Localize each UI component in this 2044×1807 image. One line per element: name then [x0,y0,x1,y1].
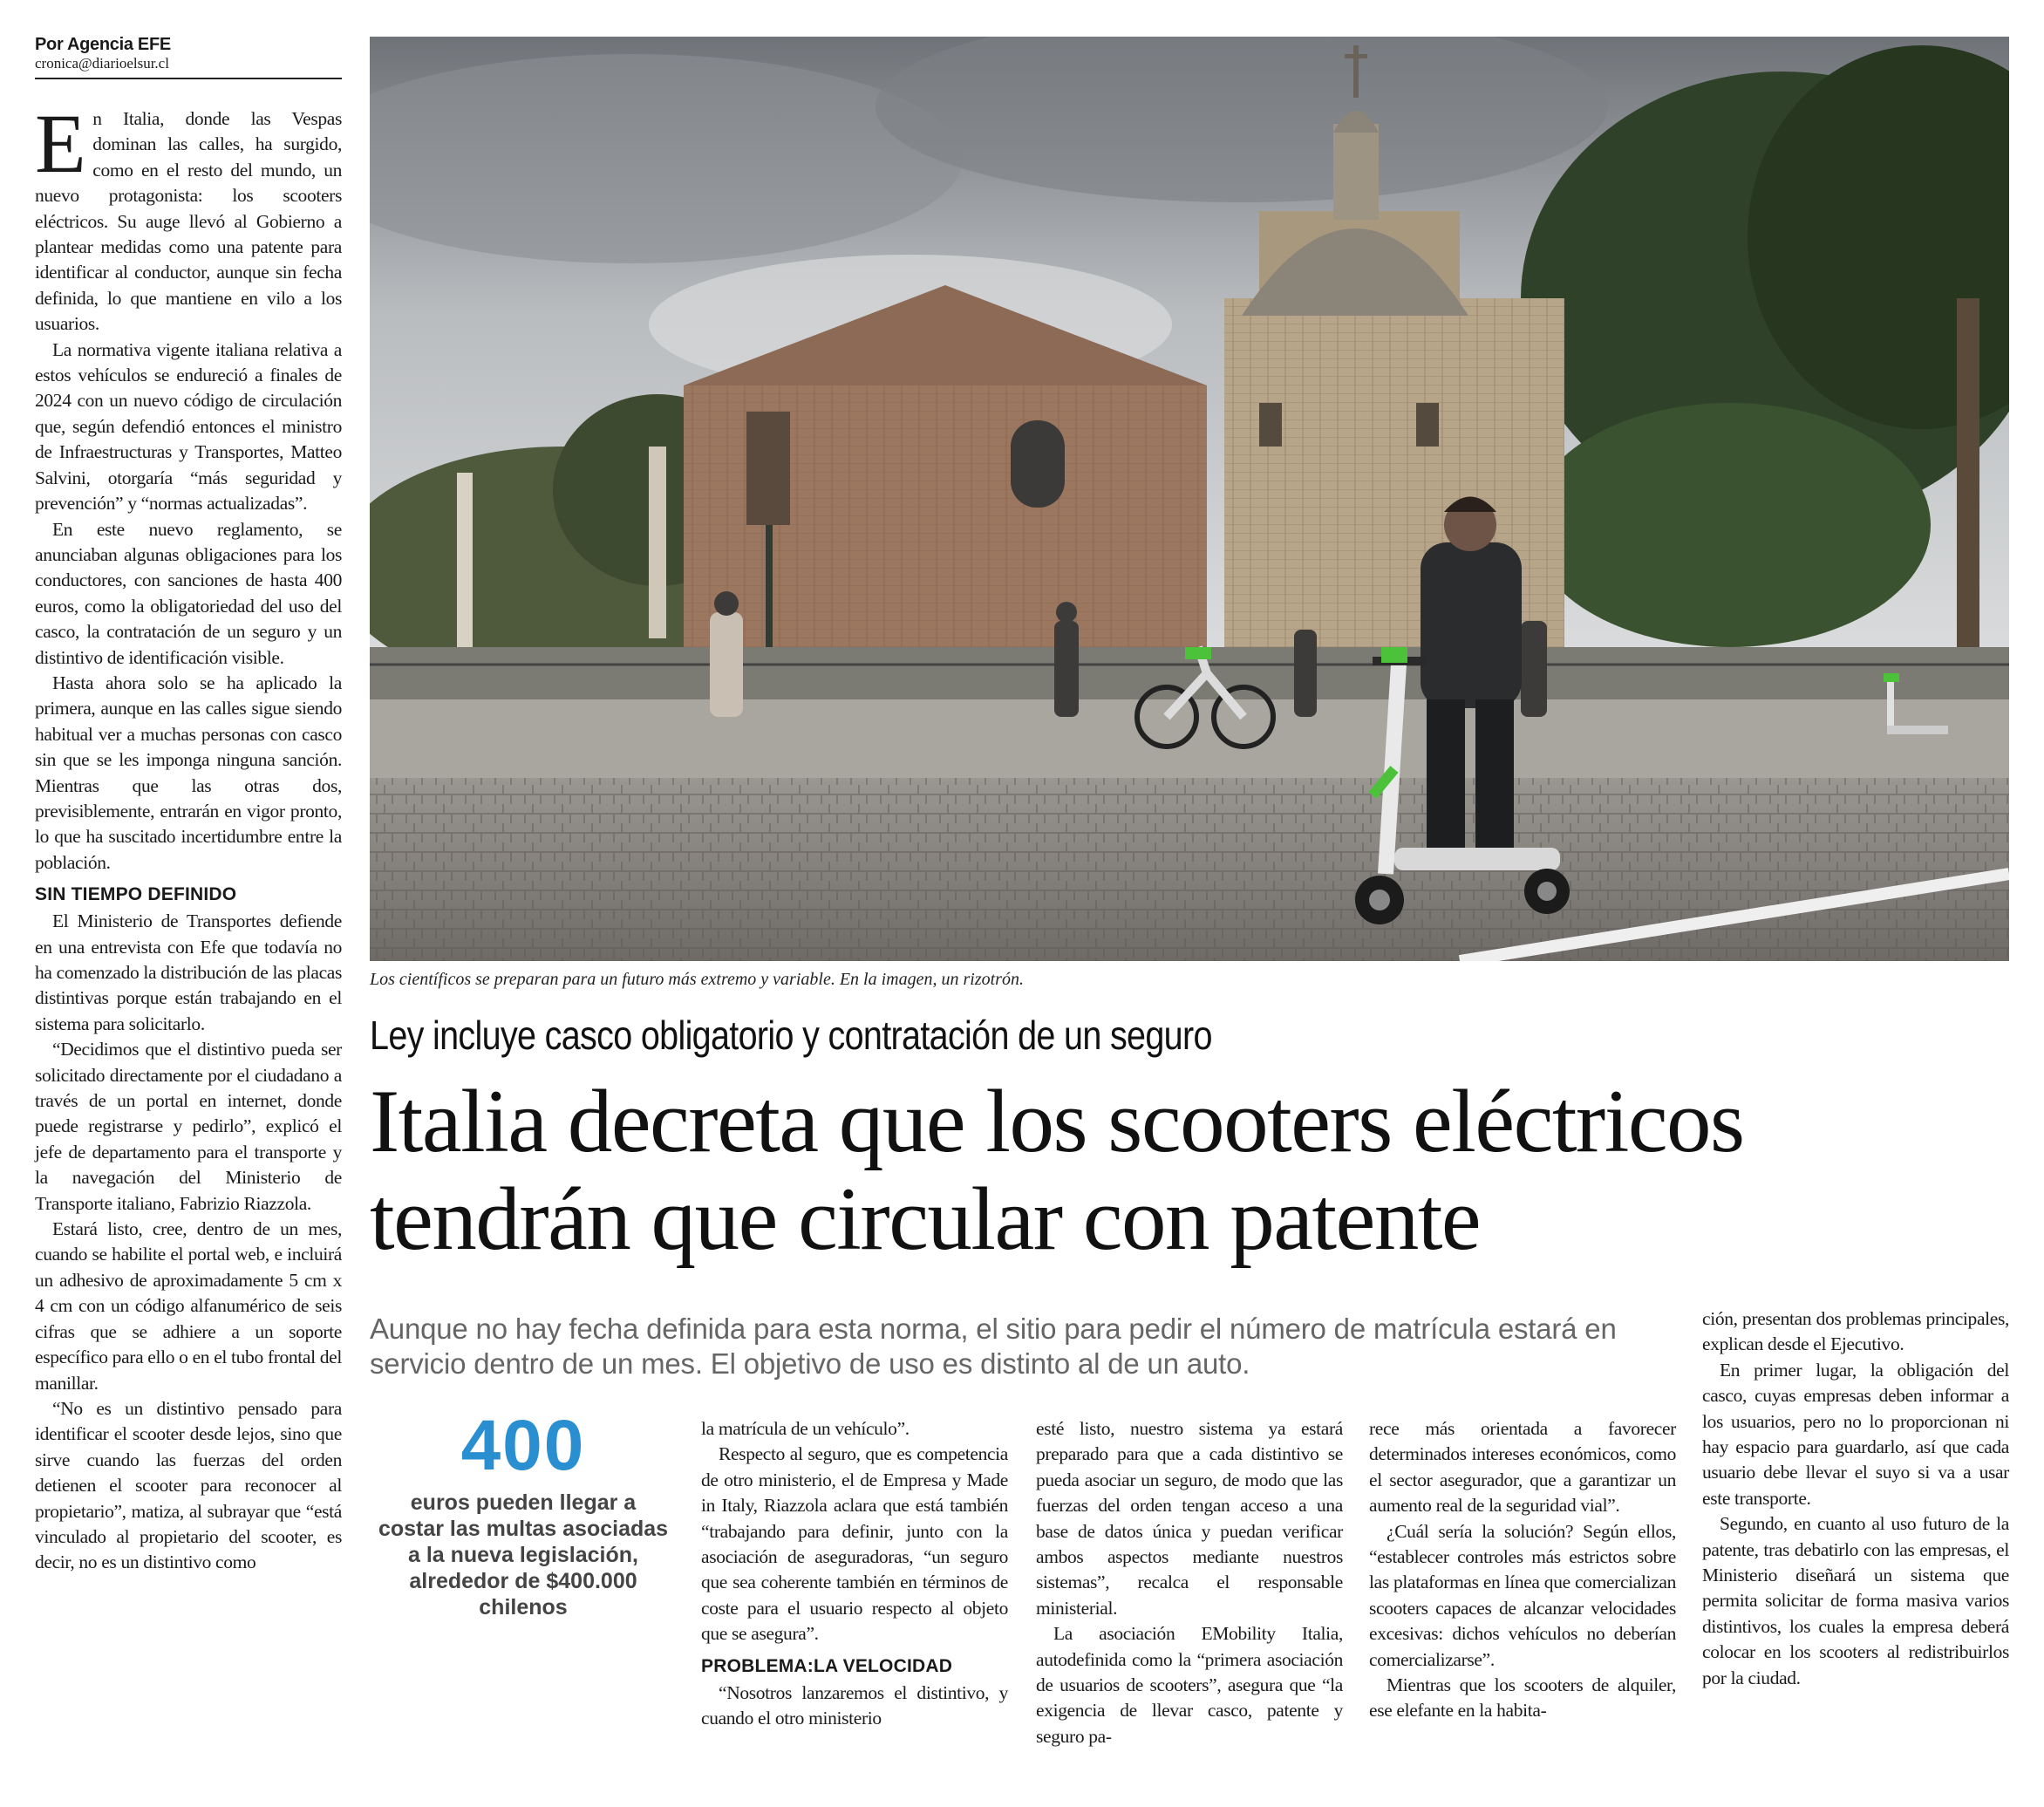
byline-author: Por Agencia EFE [35,35,171,54]
paragraph: La normativa vigente italiana relativa a estos vehículos se endureció a finales de 2024 con un nuevo código de circulación que, según defendió entonces el ministro de Infraestructuras y Transportes, Matteo Salvini, otorgaría “más seguridad y prevención” y “normas actualizadas”. [35,338,342,515]
byline-email: cronica@diarioelsur.cl [35,55,169,72]
paragraph: Respecto al seguro, que es competencia de otro ministerio, el de Empresa y Made in Italy, Riazzola aclara que está también “trabajando para definir, junto con la asociación de aseguradoras, “un seguro que sea coherente también en términos de coste para el usuario respecto al objeto que se asegura”. [701,1443,1008,1645]
paragraph: En este nuevo reglamento, se anunciaban algunas obligaciones para los conductores, con sanciones de hasta 400 euros, como la obligatoriedad del uso del casco, la contratación de un seguro y un distintivo de identificación visible. [35,518,342,668]
paragraph: Hasta ahora solo se ha aplicado la primera, aunque en las calles sigue siendo habitual ver a muchas personas con casco sin que se les imponga ninguna sanción. Mientras que las otras dos, previsiblemente, entrarán en vigor pronto, lo que ha suscitado incertidumbre entre la población. [35,672,342,873]
headline-line-1: Italia decreta que los scooters eléctricos [370,1072,1744,1171]
paragraph: En primer lugar, la obligación del casco, cuyas empresas deben informar a los usuarios, pero no lo proporcionan ni hay espacio para guardarlo, así que cada usuario debe llevar el suyo si va a usar este transporte. [1702,1359,2009,1509]
drop-cap: E [35,97,86,190]
paragraph: ción, presentan dos problemas principales, explican desde el Ejecutivo. [1702,1308,2009,1355]
paragraph: esté listo, nuestro sistema ya estará preparado para que a cada distintivo se pueda asociar un seguro, de modo que las fuerzas del orden tengan acceso a una base de datos única y puedan verificar ambos aspectos mediante nuestros sistemas”, recalca el responsable ministerial. [1036,1418,1343,1619]
stat-box [375,1408,671,1620]
paragraph: rece más orientada a favorecer determinados intereses económicos, como el sector asegurador, que a garantizar un aumento real de la seguridad vial”. [1369,1418,1676,1517]
article-column-5 [1369,1416,1676,1724]
paragraph: Segundo, en cuanto al uso futuro de la patente, tras debatirlo con las empresas, el Ministerio diseñará un sistema que permita solicitar de forma masiva varios distintivos, los cuales la empresa deberá colocar en los scooters al redistribuirlos por la ciudad. [1702,1513,2009,1688]
subheading: PROBLEMA:LA VELOCIDAD [701,1655,953,1676]
paragraph: La asociación EMobility Italia, autodefinida como la “primera asociación de usuarios de scooters”, asegura que “la exigencia de llevar casco, patente y seguro pa- [1036,1623,1343,1747]
headline-line-2: tendrán que circular con patente [370,1169,1481,1269]
paragraph: El Ministerio de Transportes defiende en una entrevista con Efe que todavía no ha comenzado la distribución de las placas distintivas porque están trabajando en el sistema para solicitarlo. [35,910,342,1034]
article-column-4 [1036,1416,1343,1749]
headline [370,1073,2027,1268]
subheading: SIN TIEMPO DEFINIDO [35,884,237,905]
paragraph: ¿Cuál sería la solución? Según ellos, “establecer controles más estrictos sobre las plataformas en línea que comercializan scooters capaces de alcanzar velocidades excesivas: dichos vehículos no deberían comercializarse”. [1369,1520,1676,1670]
stat-number: 400 [460,1406,586,1485]
paragraph: Estará listo, cree, dentro de un mes, cuando se habilite el portal web, e incluirá un adhesivo de aproximadamente 5 cm x 4 cm con un código alfanumérico de seis cifras que se adhiere a un soporte específico para ello o en el tubo frontal del manillar. [35,1218,342,1394]
paragraph: “Nosotros lanzaremos el distintivo, y cuando el otro ministerio [701,1681,1008,1729]
article-column-6 [1702,1306,2009,1691]
paragraph [35,97,342,338]
paragraph-text: n Italia, donde las Vespas dominan las calles, ha surgido, como en el resto del mundo, un nuevo protagonista: los scooters eléctricos. Su auge llevó al Gobierno a plantear medidas como una patente para identificar al conductor, aunque sin fecha definida, lo que mantiene en vilo a los usuarios. [35,108,342,335]
standfirst: Aunque no hay fecha definida para esta norma, el sitio para pedir el número de matrícula estará en servicio dentro de un mes. El objetivo de uso es distinto al de un auto. [370,1313,1617,1380]
photo-caption: Los científicos se preparan para un futuro más extremo y variable. En la imagen, un rizotrón. [370,970,1024,989]
photo-illustration [370,37,2009,961]
article-column-1 [35,97,342,1576]
article-column-3 [701,1416,1008,1731]
paragraph: “No es un distintivo pensado para identificar el scooter desde lejos, sino que sirve cuando las fuerzas del orden detienen el scooter para reconocer al propietario”, matiza, al subrayar que “está vinculado al propietario del scooter, es decir, no es un distintivo como [35,1397,342,1573]
paragraph: Mientras que los scooters de alquiler, ese elefante en la habita- [1369,1674,1676,1722]
byline [35,35,342,79]
paragraph: “Decidimos que el distintivo pueda ser solicitado directamente por el ciudadano a través de un portal en internet, donde puede registrarse y pedirlo”, explicó el jefe de departamento para el transporte y la navegación del Ministerio de Transporte italiano, Fabrizio Riazzola. [35,1039,342,1214]
stat-text: euros pueden llegar a costar las multas asociadas a la nueva legislación, alrededor de $400.000 chilenos [378,1490,669,1619]
paragraph: la matrícula de un vehículo”. [701,1418,910,1439]
kicker: Ley incluye casco obligatorio y contratación de un seguro [370,1013,1212,1058]
article-photo [370,37,2009,961]
